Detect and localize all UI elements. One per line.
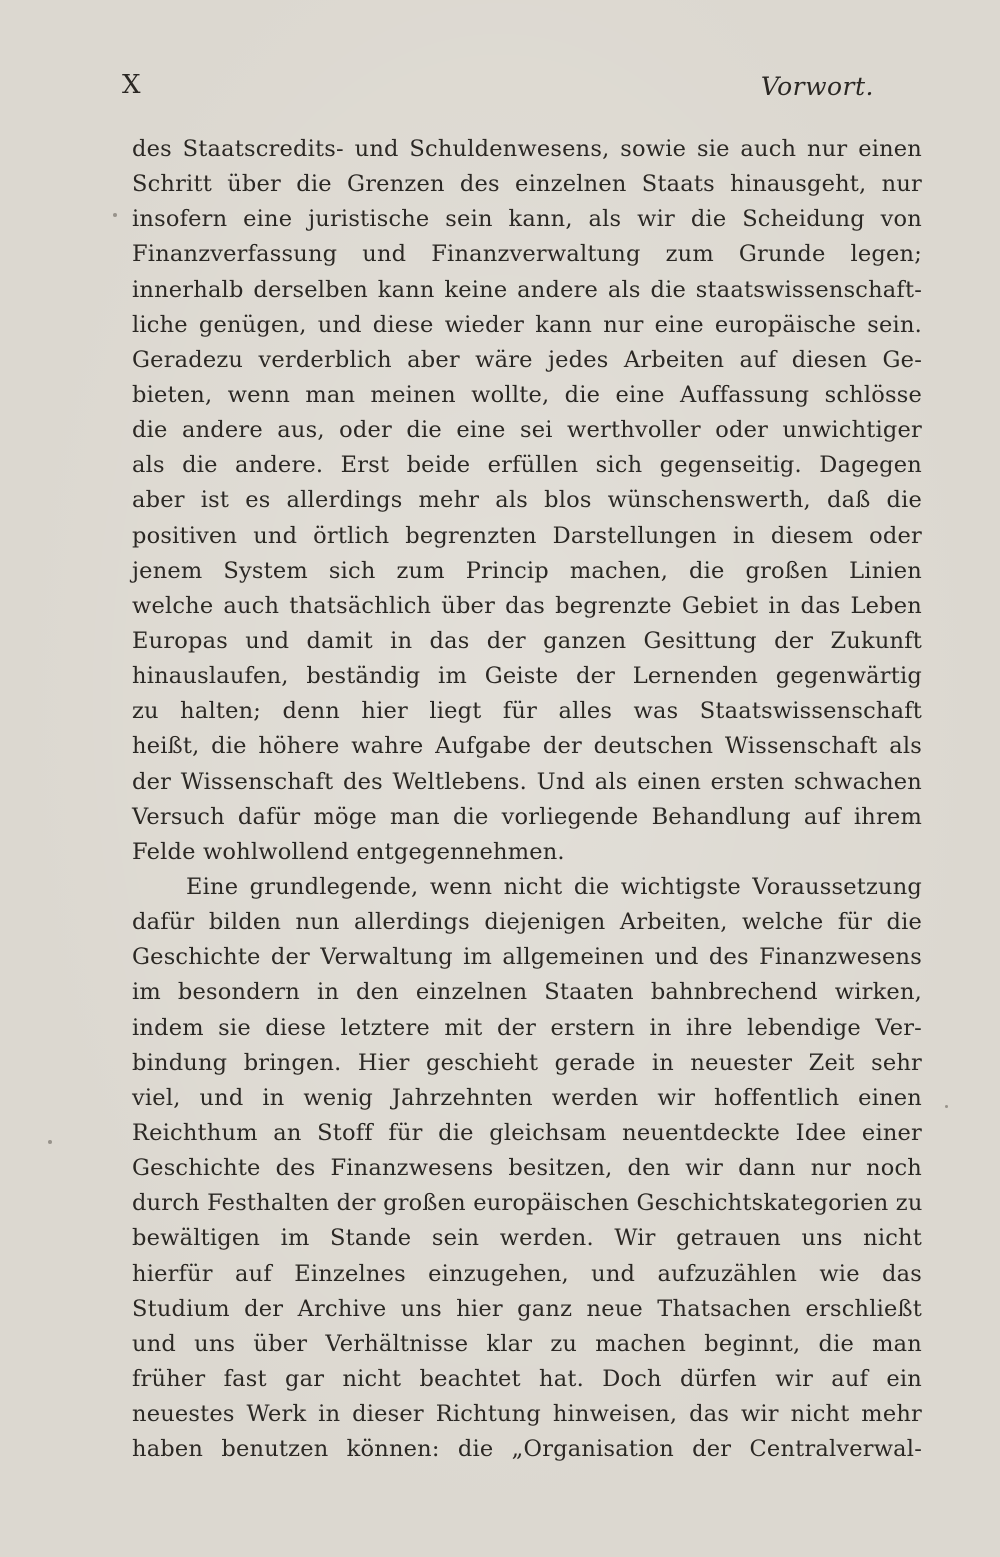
- text-line: bindung bringen. Hier geschieht gerade in neuester Zeit sehr: [132, 1049, 922, 1076]
- paper-speck: [945, 1105, 948, 1108]
- text-line: Eine grundlegende, wenn nicht die wichtigste Voraussetzung: [186, 873, 922, 900]
- text-line: jenem System sich zum Princip machen, die großen Linien: [132, 557, 922, 584]
- text-line: und uns über Verhältnisse klar zu machen beginnt, die man: [132, 1330, 922, 1357]
- text-line: dafür bilden nun allerdings diejenigen Arbeiten, welche für die: [132, 909, 922, 936]
- paper-speck: [113, 213, 117, 217]
- text-line: Geschichte des Finanzwesens besitzen, den wir dann nur noch: [132, 1155, 922, 1182]
- text-line: innerhalb derselben kann keine andere als die staatswissenschaft-: [132, 276, 922, 303]
- text-line: durch Festhalten der großen europäischen Geschichtskategorien zu: [132, 1190, 923, 1217]
- text-line: der Wissenschaft des Weltlebens. Und als einen ersten schwachen: [132, 768, 922, 795]
- text-line: bewältigen im Stande sein werden. Wir getrauen uns nicht: [132, 1225, 922, 1252]
- text-line: früher fast gar nicht beachtet hat. Doch dürfen wir auf ein: [132, 1365, 922, 1392]
- text-line: Versuch dafür möge man die vorliegende Behandlung auf ihrem: [132, 803, 922, 830]
- page-header: [122, 70, 874, 106]
- page-number: X: [122, 70, 142, 100]
- text-line: die andere aus, oder die eine sei werthvoller oder unwichtiger: [132, 417, 922, 444]
- text-line: heißt, die höhere wahre Aufgabe der deutschen Wissenschaft als: [132, 733, 922, 760]
- body-text: [132, 132, 922, 1467]
- text-line: Geradezu verderblich aber wäre jedes Arbeiten auf diesen Ge-: [132, 346, 922, 373]
- text-line: viel, und in wenig Jahrzehnten werden wir hoffentlich einen: [132, 1084, 922, 1111]
- text-line: als die andere. Erst beide erfüllen sich gegenseitig. Dagegen: [132, 452, 922, 479]
- text-line: positiven und örtlich begrenzten Darstellungen in diesem oder: [132, 522, 922, 549]
- text-line: hierfür auf Einzelnes einzugehen, und aufzuzählen wie das: [132, 1260, 922, 1287]
- text-line: im besondern in den einzelnen Staaten bahnbrechend wirken,: [132, 979, 922, 1006]
- text-line: des Staatscredits- und Schuldenwesens, sowie sie auch nur einen: [132, 136, 922, 162]
- text-line: haben benutzen können: die „Organisation der Centralverwal-: [132, 1436, 922, 1463]
- paper-speck: [48, 1140, 52, 1144]
- text-line: Studium der Archive uns hier ganz neue Thatsachen erschließt: [132, 1295, 922, 1322]
- text-line: liche genügen, und diese wieder kann nur eine europäische sein.: [132, 311, 922, 338]
- text-line: Europas und damit in das der ganzen Gesittung der Zukunft: [132, 627, 922, 654]
- text-line: bieten, wenn man meinen wollte, die eine Auffassung schlösse: [132, 381, 922, 408]
- text-line: welche auch thatsächlich über das begrenzte Gebiet in das Leben: [132, 592, 922, 619]
- text-line: Finanzverfassung und Finanzverwaltung zum Grunde legen;: [132, 241, 922, 268]
- paragraph-1: [132, 132, 922, 870]
- paragraph-2: [132, 870, 922, 1467]
- text-line: Reichthum an Stoff für die gleichsam neuentdeckte Idee einer: [132, 1119, 922, 1146]
- text-line: Felde wohlwollend entgegennehmen.: [132, 838, 565, 865]
- text-line: zu halten; denn hier liegt für alles was Staatswissenschaft: [132, 698, 922, 725]
- text-line: neuestes Werk in dieser Richtung hinweisen, das wir nicht mehr: [132, 1401, 922, 1428]
- text-line: hinauslaufen, beständig im Geiste der Lernenden gegenwärtig: [132, 663, 922, 690]
- text-line: Schritt über die Grenzen des einzelnen Staats hinausgeht, nur: [132, 171, 922, 198]
- text-line: Geschichte der Verwaltung im allgemeinen und des Finanzwesens: [132, 944, 922, 971]
- text-line: insofern eine juristische sein kann, als wir die Scheidung von: [132, 206, 922, 233]
- text-line: aber ist es allerdings mehr als blos wünschenswerth, daß die: [132, 487, 922, 514]
- text-line: indem sie diese letztere mit der erstern in ihre lebendige Ver-: [132, 1014, 922, 1041]
- running-title: Vorwort.: [760, 72, 874, 101]
